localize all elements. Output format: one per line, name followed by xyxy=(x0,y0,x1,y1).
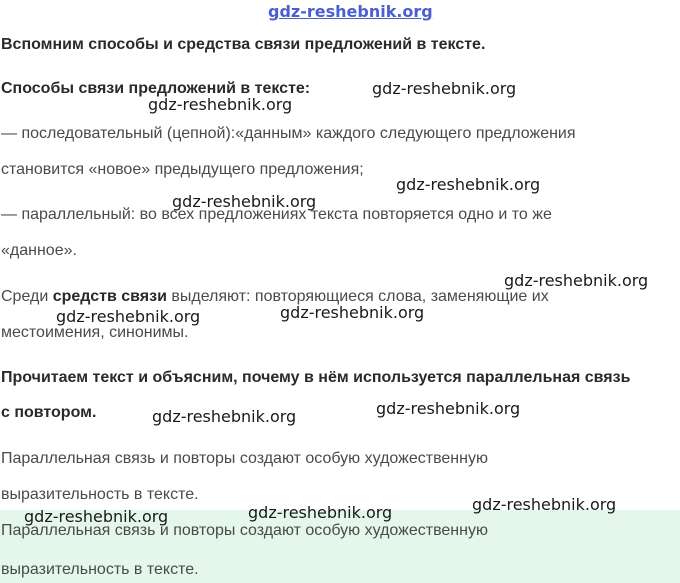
means-line-2: местоимения, синонимы. xyxy=(1,324,189,341)
means-bold: средств связи xyxy=(52,288,167,305)
watermark: gdz-reshebnik.org xyxy=(56,307,201,326)
watermark: gdz-reshebnik.org xyxy=(376,399,521,418)
method-parallel-line-2: «данное». xyxy=(1,242,77,259)
watermark: gdz-reshebnik.org xyxy=(148,95,293,114)
method-parallel-line-1: — параллельный: во всех предложениях текста повторяется одно и то же xyxy=(1,206,552,223)
watermark: gdz-reshebnik.org xyxy=(152,407,297,426)
methods-title: Способы связи предложений в тексте: xyxy=(1,80,311,97)
watermark: gdz-reshebnik.org xyxy=(504,271,649,290)
watermark: gdz-reshebnik.org xyxy=(172,192,317,211)
means-suffix: выделяют: повторяющиеся слова, заменяющие их xyxy=(166,288,549,305)
text-line-1: Параллельная связь и повторы создают особую художественную xyxy=(1,450,488,467)
watermark: gdz-reshebnik.org xyxy=(472,495,617,514)
watermark: gdz-reshebnik.org xyxy=(396,175,541,194)
watermark: gdz-reshebnik.org xyxy=(248,503,393,522)
watermark: gdz-reshebnik.org xyxy=(24,507,169,526)
text-line-2: выразительность в тексте. xyxy=(1,486,199,503)
method-sequential-line-2: становится «новое» предыдущего предложения; xyxy=(1,161,364,178)
watermark-top: gdz-reshebnik.org xyxy=(268,2,433,21)
watermark: gdz-reshebnik.org xyxy=(372,79,517,98)
watermark: gdz-reshebnik.org xyxy=(280,303,425,322)
answer-line-2: выразительность в тексте. xyxy=(1,561,199,578)
means-prefix: Среди xyxy=(1,288,53,305)
heading: Вспомним способы и средства связи предложений в тексте. xyxy=(1,36,486,53)
task-line-2: с повтором. xyxy=(1,404,97,421)
answer-line-1: Параллельная связь и повторы создают особую художественную xyxy=(1,522,488,539)
task-line-1: Прочитаем текст и объясним, почему в нём используется параллельная связь xyxy=(1,369,631,386)
means-line-1 xyxy=(1,288,549,306)
method-sequential-line-1: — последовательный (цепной):«данным» каждого следующего предложения xyxy=(1,125,576,142)
